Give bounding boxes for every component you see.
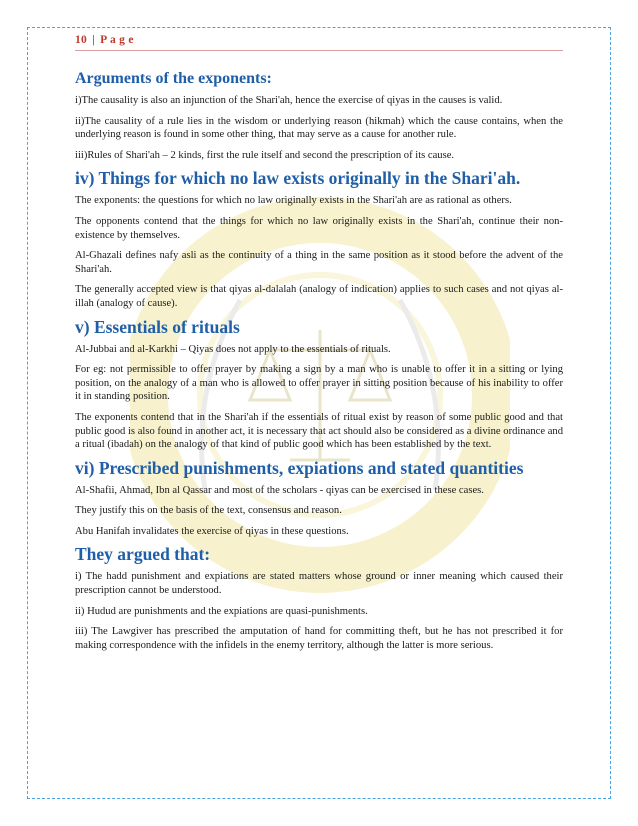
arguments-heading: Arguments of the exponents:	[75, 70, 272, 87]
page-content	[75, 34, 563, 659]
no-law-heading: iv) Things for which no law exists originally in the Shari'ah.	[75, 168, 521, 189]
rituals-heading: v) Essentials of rituals	[75, 316, 240, 337]
no-law-paragraph: The opponents contend that the things for which no law originally exists in the Shari'ah, continue their non-existence by themselves.	[75, 215, 563, 241]
page-label: P a g e	[100, 34, 134, 46]
page-header	[75, 34, 563, 51]
punishments-heading: vi) Prescribed punishments, expiations and stated quantities	[75, 457, 524, 478]
punishments-paragraph: Abu Hanifah invalidates the exercise of qiyas in these questions.	[75, 525, 349, 537]
page-number: 10	[75, 34, 88, 46]
no-law-paragraph: The generally accepted view is that qiyas al-dalalah (analogy of indication) applies to such cases and not qiyas al-illah (analogy of cause).	[75, 284, 563, 309]
arguments-paragraph: ii)The causality of a rule lies in the wisdom or underlying reason (hikmah) which the cause contains, when the underlying reason is found in some other thing, that may serve as a cause for another rule.	[75, 115, 563, 141]
header-separator: |	[92, 34, 95, 46]
rituals-paragraph: Al-Jubbai and al-Karkhi – Qiyas does not apply to the essentials of rituals.	[75, 343, 391, 355]
punishments-paragraph: Al-Shafii, Ahmad, Ibn al Qassar and most of the scholars - qiyas can be exercised in these cases.	[75, 484, 484, 496]
rituals-paragraph: For eg: not permissible to offer prayer by making a sign by a man who is unable to offer it in a sitting or lying position, on the analogy of a man who is allowed to offer prayer in sitting position because of his inability to offer it in standing position.	[75, 364, 563, 403]
argued-paragraph: ii) Hudud are punishments and the expiations are quasi-punishments.	[75, 605, 368, 617]
argued-heading: They argued that:	[75, 544, 211, 565]
argued-paragraph: i) The hadd punishment and expiations are stated matters whose ground or inner meaning which caused their prescription cannot be understood.	[75, 571, 563, 597]
argued-paragraph: iii) The Lawgiver has prescribed the amputation of hand for committing theft, but he has not prescribed it for making correspondence with the infidels in the enemy territory, although the latter is more serious.	[75, 626, 563, 651]
punishments-paragraph: They justify this on the basis of the text, consensus and reason.	[75, 505, 342, 517]
arguments-paragraph: i)The causality is also an injunction of the Shari'ah, hence the exercise of qiyas in the causes is valid.	[75, 95, 503, 106]
no-law-paragraph: Al-Ghazali defines nafy asli as the continuity of a thing in the same position as it stood before the advent of the Shari'ah.	[75, 250, 563, 275]
no-law-paragraph: The exponents: the questions for which no law originally exists in the Shari'ah are as rational as others.	[75, 195, 512, 207]
rituals-paragraph: The exponents contend that in the Shari'ah if the essentials of ritual exist by reason of some public good and that public good is also found in another act, it is necessary that act should also be considered as a divine ordinance and a ritual (ibadah) on the analogy of that kind of public good which has been established by the text.	[75, 411, 563, 451]
arguments-paragraph: iii)Rules of Shari'ah – 2 kinds, first the rule itself and second the prescription of its cause.	[75, 149, 455, 161]
